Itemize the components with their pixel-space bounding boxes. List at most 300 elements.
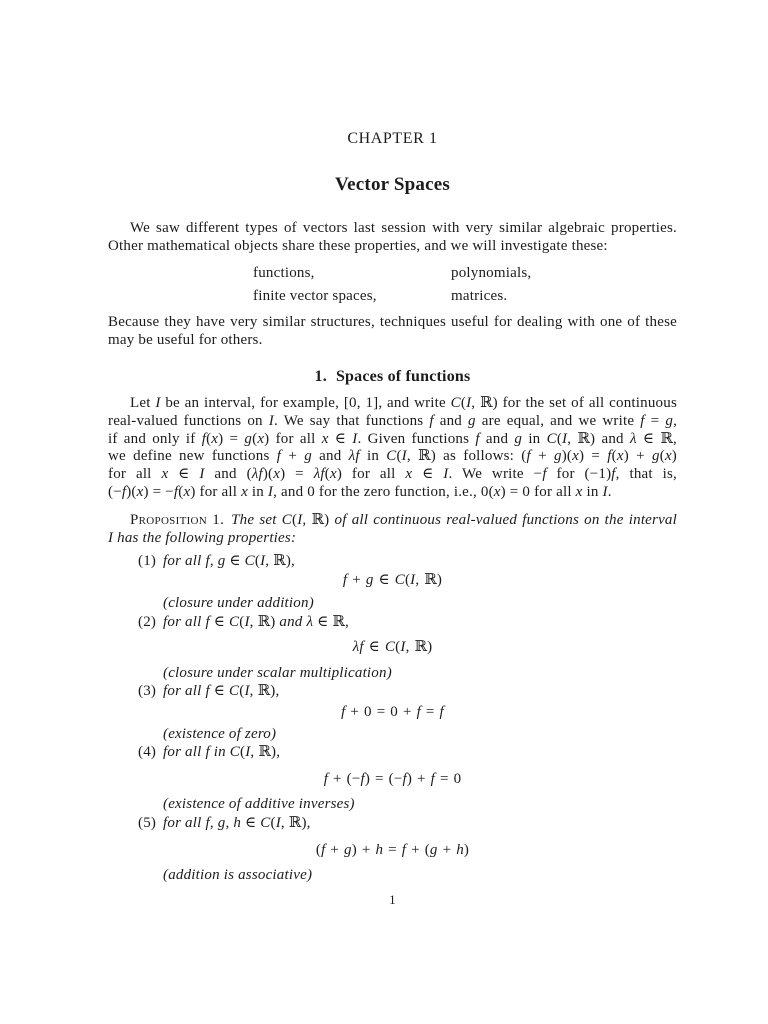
text-run: ,: [345, 614, 349, 630]
text-run: and: [479, 430, 515, 447]
display-math: [316, 842, 469, 858]
text-run: in: [582, 483, 603, 500]
math-symbol: (: [206, 430, 212, 447]
property-condition: [108, 744, 677, 762]
math-symbol: , ℝ): [406, 448, 436, 465]
math-variable: f: [429, 412, 434, 429]
math-variable: C: [281, 512, 293, 528]
math-variable: h: [233, 815, 242, 831]
math-variable: f: [640, 412, 645, 429]
math-expression: [241, 484, 248, 500]
math-symbol: + 0 = 0 +: [345, 704, 417, 720]
math-variable: λf: [251, 466, 263, 483]
math-variable: x: [330, 466, 337, 483]
math-expression: [640, 413, 673, 429]
math-symbol: +: [281, 448, 305, 465]
section-heading: [108, 367, 677, 387]
math-symbol: (: [460, 395, 467, 411]
math-variable: λf: [352, 639, 364, 655]
math-variable: I: [401, 448, 407, 465]
text-run: real-valued functions on: [108, 412, 269, 429]
math-expression: [202, 431, 270, 447]
object-item: polynomials,: [451, 265, 532, 281]
math-symbol: (: [254, 553, 261, 569]
math-variable: h: [456, 842, 464, 858]
math-symbol: , ℝ): [280, 815, 307, 831]
paragraph-line: [108, 238, 677, 256]
text-run: We saw different types of vectors last session with very similar algebraic properties.: [130, 220, 677, 236]
text-run: of all continuous real-valued functions on the interval: [329, 512, 678, 528]
math-expression: [205, 815, 306, 831]
text-run: Other mathematical objects share these properties, and we will investigate these:: [108, 237, 608, 254]
math-variable: C: [450, 395, 461, 411]
math-expression: [306, 614, 345, 630]
math-expression: [386, 448, 436, 464]
math-symbol: ∈: [168, 466, 200, 483]
math-variable: x: [257, 430, 265, 447]
paragraph-line: [108, 220, 677, 238]
math-variable: I: [199, 466, 205, 483]
math-symbol: ): [190, 483, 196, 500]
text-run: be an interval, for example,: [160, 395, 344, 411]
math-expression: [322, 431, 358, 447]
text-run: has the following properties:: [113, 529, 297, 546]
math-variable: f: [526, 448, 531, 465]
math-symbol: (: [240, 744, 246, 760]
math-variable: λ: [629, 430, 637, 447]
math-variable: x: [493, 483, 501, 500]
text-run: Let: [130, 395, 156, 411]
math-symbol: + (: [406, 842, 430, 858]
text-run: and: [433, 412, 469, 429]
math-symbol: ) =: [280, 466, 314, 483]
math-symbol: (: [270, 815, 276, 831]
math-symbol: ,: [209, 553, 218, 569]
math-variable: f: [439, 704, 444, 720]
math-expression: [205, 683, 275, 699]
math-symbol: (: [239, 614, 245, 630]
text-run: The set: [231, 512, 282, 528]
math-symbol: ): [336, 466, 343, 483]
math-symbol: +: [325, 842, 345, 858]
text-run: . Given functions: [357, 430, 476, 447]
text-run: , that is,: [615, 466, 677, 483]
math-expression: [534, 466, 547, 482]
math-variable: x: [616, 448, 624, 465]
intro-paragraph: [108, 220, 677, 256]
math-expression: [247, 466, 342, 482]
paragraph-line: [108, 314, 677, 332]
display-math: [341, 704, 444, 720]
text-run: for all: [163, 614, 206, 630]
math-symbol: (−: [108, 483, 122, 500]
math-symbol: , ℝ): [567, 430, 596, 447]
math-variable: C: [244, 553, 255, 569]
math-symbol: (: [292, 512, 298, 528]
text-run: may be useful for others.: [108, 331, 263, 348]
math-symbol: ∈: [328, 430, 353, 447]
math-symbol: ): [671, 448, 677, 465]
math-expression: [205, 614, 275, 630]
math-variable: C: [384, 639, 396, 655]
math-variable: λ: [306, 614, 314, 630]
text-run: and: [595, 430, 630, 447]
section-number: 1.: [314, 368, 327, 385]
text-run: for all: [530, 483, 576, 500]
math-symbol: ,: [209, 815, 218, 831]
math-symbol: )(: [262, 466, 274, 483]
text-run: for: [546, 466, 585, 483]
math-symbol: ∈: [209, 614, 230, 630]
math-variable: g: [468, 412, 476, 429]
math-variable: x: [241, 483, 248, 500]
math-expression: [468, 413, 476, 429]
math-symbol: 0(: [480, 483, 494, 500]
math-variable: x: [572, 448, 579, 465]
math-variable: C: [260, 815, 271, 831]
math-symbol: −: [533, 466, 543, 483]
math-variable: f: [542, 466, 547, 483]
math-symbol: ) = (−: [364, 771, 403, 787]
math-symbol: ∈: [241, 815, 261, 831]
math-expression: [576, 484, 583, 500]
math-variable: f: [342, 572, 348, 588]
math-variable: I: [245, 744, 251, 760]
math-symbol: + (−: [328, 771, 361, 787]
math-symbol: (: [178, 483, 184, 500]
property-label: (closure under scalar multiplication): [163, 665, 392, 681]
text-run: for all: [163, 815, 206, 831]
math-variable: x: [405, 466, 413, 483]
text-run: and: [204, 466, 247, 483]
text-run: ,: [306, 815, 311, 831]
text-run: for all: [195, 483, 242, 500]
math-symbol: , ℝ): [249, 614, 276, 630]
math-variable: I: [466, 395, 472, 411]
property-condition: [108, 614, 677, 632]
paragraph-line: [108, 512, 677, 530]
math-variable: f: [475, 430, 480, 447]
math-variable: f: [205, 744, 210, 760]
math-symbol: = 0: [435, 771, 462, 787]
math-variable: g: [429, 842, 438, 858]
text-run: for all: [342, 466, 406, 483]
math-expression: [282, 512, 330, 528]
math-symbol: , ℝ): [302, 512, 330, 528]
math-expression: [108, 484, 196, 500]
text-run: . We say that functions: [273, 412, 430, 429]
math-variable: f: [360, 771, 365, 787]
math-symbol: =: [420, 704, 440, 720]
math-variable: I: [352, 430, 358, 447]
paragraph-line: [108, 466, 677, 484]
text-run: . We write: [448, 466, 534, 483]
math-variable: I: [443, 466, 449, 483]
proposition-label: Proposition 1.: [130, 512, 225, 528]
math-symbol: ) +: [351, 842, 376, 858]
math-symbol: , ℝ): [405, 639, 433, 655]
math-variable: I: [244, 683, 250, 699]
math-symbol: )(: [561, 448, 573, 465]
math-expression: [521, 448, 677, 464]
display-formula: [108, 704, 677, 722]
display-math: [343, 572, 442, 588]
math-variable: f: [323, 771, 329, 787]
text-run: for all: [163, 744, 206, 760]
math-variable: λf: [313, 466, 325, 483]
math-symbol: ∈: [412, 466, 444, 483]
math-symbol: , ℝ): [415, 572, 443, 588]
text-run: ,: [673, 430, 677, 447]
math-variable: I: [244, 614, 250, 630]
text-run: in: [209, 744, 230, 760]
text-run: we define new functions: [108, 448, 277, 465]
property-condition: [108, 815, 677, 833]
text-run: for all: [108, 466, 162, 483]
math-variable: C: [546, 430, 557, 447]
math-variable: f: [341, 704, 346, 720]
math-variable: f: [205, 614, 210, 630]
math-variable: I: [108, 529, 114, 546]
math-variable: h: [375, 842, 384, 858]
math-symbol: (: [246, 466, 252, 483]
math-symbol: (: [521, 448, 527, 465]
math-variable: I: [562, 430, 568, 447]
math-expression: [277, 448, 312, 464]
math-symbol: ∈: [363, 639, 385, 655]
math-variable: I: [410, 572, 416, 588]
math-variable: f: [430, 771, 436, 787]
property-label: (existence of zero): [163, 726, 277, 742]
math-variable: x: [321, 430, 329, 447]
text-run: ,: [276, 744, 281, 760]
math-variable: x: [211, 430, 219, 447]
math-expression: [205, 553, 291, 569]
math-variable: C: [386, 448, 397, 465]
math-symbol: , ℝ): [265, 553, 292, 569]
math-symbol: (: [659, 448, 665, 465]
math-variable: f: [205, 815, 210, 831]
math-symbol: ) +: [406, 771, 431, 787]
math-variable: C: [229, 744, 241, 760]
text-run: and: [311, 448, 349, 465]
math-variable: g: [514, 430, 523, 447]
math-symbol: ) =: [578, 448, 608, 465]
property-label: (addition is associative): [163, 867, 313, 883]
math-variable: f: [205, 553, 210, 569]
math-expression: [585, 466, 616, 482]
math-variable: f: [321, 842, 326, 858]
math-symbol: ) = 0: [500, 483, 531, 500]
chapter-label: CHAPTER 1: [347, 130, 438, 147]
math-variable: g: [665, 412, 674, 429]
math-symbol: +: [530, 448, 554, 465]
text-run: are equal, and we write: [475, 412, 641, 429]
math-symbol: ): [463, 842, 470, 858]
math-symbol: (: [556, 430, 563, 447]
math-variable: g: [365, 572, 374, 588]
math-symbol: , ℝ): [471, 395, 498, 411]
math-symbol: +: [437, 842, 457, 858]
math-symbol: +: [347, 572, 366, 588]
math-expression: [307, 484, 315, 500]
math-symbol: ∈: [225, 553, 245, 569]
math-symbol: (: [315, 842, 322, 858]
item-number: (5): [138, 815, 157, 831]
property-name: [108, 726, 677, 744]
math-variable: I: [400, 639, 406, 655]
item-number: (3): [138, 683, 157, 699]
text-run: if and only if: [108, 430, 202, 447]
math-variable: x: [161, 466, 169, 483]
followup-paragraph: [108, 314, 677, 350]
text-run: for all: [163, 553, 206, 569]
math-variable: x: [183, 483, 191, 500]
section-title: Spaces of functions: [335, 368, 471, 385]
definitions-paragraph: [108, 395, 677, 502]
property-label: (closure under addition): [163, 595, 314, 611]
math-variable: g: [217, 553, 226, 569]
math-variable: x: [575, 483, 583, 500]
math-expression: [230, 744, 276, 760]
text-run: in: [522, 430, 547, 447]
math-symbol: (: [239, 683, 245, 699]
paragraph-line: [108, 484, 677, 502]
math-variable: g: [344, 842, 352, 858]
math-symbol: (: [252, 430, 258, 447]
text-run: ,: [673, 412, 678, 429]
property-condition: [108, 683, 677, 701]
text-run: as follows:: [435, 448, 522, 465]
text-run: and: [275, 614, 307, 630]
text-run: Because they have very similar structures, techniques useful for dealing with one of these: [108, 314, 677, 330]
math-symbol: (: [324, 466, 330, 483]
paragraph-line: [108, 530, 677, 548]
display-formula: [108, 572, 677, 590]
text-run: for the zero function, i.e.,: [314, 483, 481, 500]
math-variable: f: [607, 448, 612, 465]
display-math: [353, 639, 433, 655]
math-expression: [344, 395, 379, 411]
math-symbol: ∈ ℝ: [313, 614, 346, 630]
math-expression: [349, 448, 360, 464]
property-name: [108, 796, 677, 814]
item-number: (2): [138, 614, 157, 630]
math-variable: x: [273, 466, 281, 483]
math-variable: g: [304, 448, 312, 465]
math-symbol: ): [264, 430, 270, 447]
math-expression: [547, 431, 596, 447]
math-variable: f: [201, 430, 207, 447]
math-variable: x: [136, 483, 144, 500]
math-symbol: (−1): [584, 466, 612, 483]
proposition-statement: [108, 512, 677, 548]
math-expression: [630, 431, 673, 447]
math-variable: f: [416, 704, 421, 720]
math-variable: g: [553, 448, 562, 465]
property-condition: [108, 553, 677, 571]
property-name: [108, 595, 677, 613]
math-variable: f: [611, 466, 616, 483]
math-expression: [405, 466, 448, 482]
math-symbol: ∈: [373, 572, 395, 588]
paragraph-line: [108, 332, 677, 350]
paragraph-line: [108, 448, 677, 466]
text-run: in: [359, 448, 387, 465]
object-item: finite vector spaces,: [253, 288, 377, 304]
math-variable: f: [173, 483, 179, 500]
text-run: in: [247, 483, 268, 500]
paragraph-line: [108, 431, 677, 449]
property-name: [108, 867, 677, 885]
math-variable: C: [229, 683, 240, 699]
display-formula: [108, 842, 677, 860]
object-item: matrices.: [451, 288, 508, 304]
text-run: ,: [291, 553, 295, 569]
math-symbol: ∈: [209, 683, 230, 699]
item-number: (1): [138, 553, 157, 569]
display-math: [324, 771, 462, 787]
text-run: , and: [273, 483, 308, 500]
math-variable: I: [267, 483, 274, 500]
math-symbol: ∈ ℝ: [636, 430, 674, 447]
math-symbol: )(: [126, 483, 137, 500]
math-variable: f: [401, 842, 407, 858]
text-run: for all: [269, 430, 322, 447]
property-label: (existence of additive inverses): [163, 796, 355, 812]
text-run: ,: [275, 683, 280, 699]
math-symbol: (: [395, 639, 401, 655]
math-variable: I: [297, 512, 303, 528]
math-variable: g: [217, 815, 226, 831]
math-symbol: (: [611, 448, 617, 465]
math-symbol: , ℝ): [250, 744, 277, 760]
math-variable: I: [260, 553, 266, 569]
chapter-title: Vector Spaces: [334, 174, 450, 195]
property-name: [108, 665, 677, 683]
math-variable: I: [268, 412, 274, 429]
math-symbol: =: [644, 412, 666, 429]
math-symbol: 0: [307, 483, 315, 500]
math-expression: [481, 484, 530, 500]
object-item: functions,: [253, 265, 315, 281]
text-run: for all: [163, 683, 206, 699]
math-expression: [451, 395, 498, 411]
math-variable: f: [276, 448, 282, 465]
text-run: .: [607, 483, 612, 500]
math-variable: I: [275, 815, 281, 831]
display-formula: [108, 771, 677, 789]
math-variable: C: [229, 614, 240, 630]
text-run: for the set of all continuous: [497, 395, 677, 411]
page-number: 1: [389, 892, 396, 907]
math-variable: I: [155, 395, 161, 411]
math-variable: C: [394, 572, 405, 588]
item-number: (4): [138, 744, 157, 760]
math-variable: x: [664, 448, 672, 465]
math-symbol: ) +: [623, 448, 653, 465]
math-symbol: =: [383, 842, 402, 858]
math-symbol: (: [396, 448, 402, 465]
math-symbol: (: [404, 572, 411, 588]
paragraph-line: [108, 395, 677, 413]
math-symbol: [0, 1]: [343, 395, 379, 411]
math-expression: [514, 431, 522, 447]
text-run: , and write: [378, 395, 451, 411]
math-symbol: , ℝ): [249, 683, 276, 699]
display-formula: [108, 639, 677, 657]
math-variable: f: [402, 771, 407, 787]
